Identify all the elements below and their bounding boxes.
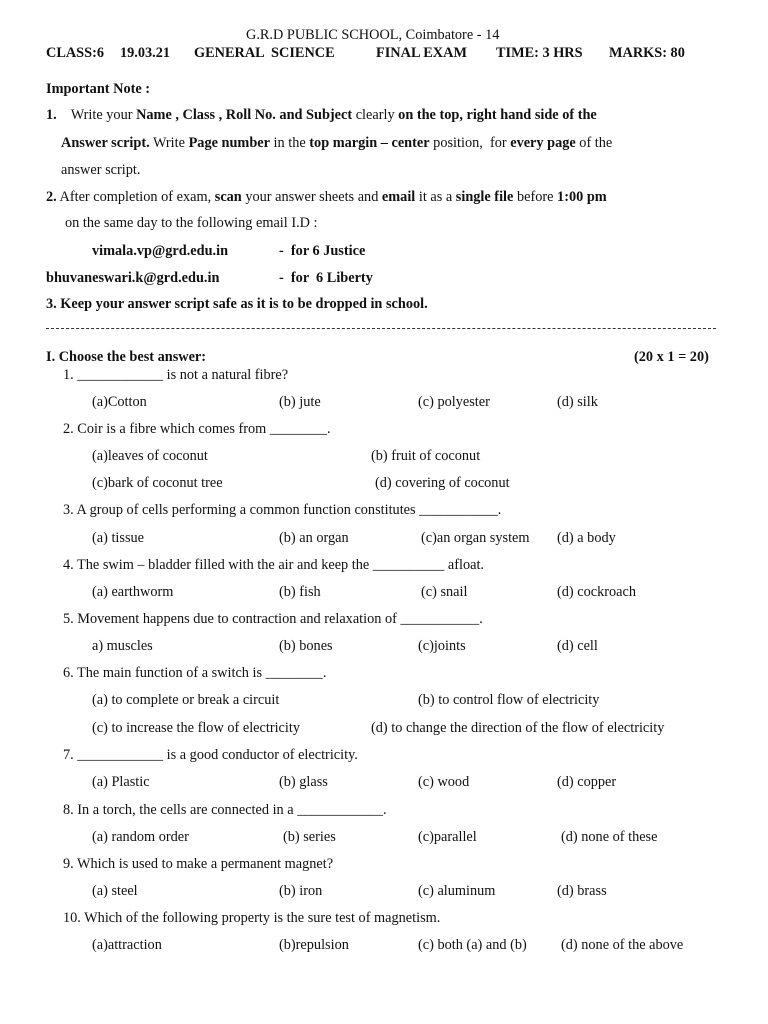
option: (b) bones	[279, 638, 333, 654]
option: (a) to complete or break a circuit	[92, 692, 280, 708]
class-label: CLASS:6	[46, 45, 104, 61]
email-justice: vimala.vp@grd.edu.in	[92, 243, 229, 259]
option: (c) to increase the flow of electricity	[92, 720, 300, 736]
option: (b) to control flow of electricity	[418, 692, 600, 708]
question-9: 9. Which is used to make a permanent magnet?	[63, 856, 334, 872]
option: (a) earthworm	[92, 584, 174, 600]
option: (b) an organ	[279, 530, 349, 546]
option: (a)Cotton	[92, 394, 147, 410]
question-10: 10. Which of the following property is the sure test of magnetism.	[63, 910, 441, 926]
option: (b) glass	[279, 774, 328, 790]
question-6: 6. The main function of a switch is ________.	[63, 665, 327, 681]
option: (a) tissue	[92, 530, 145, 546]
school-title: G.R.D PUBLIC SCHOOL, Coimbatore - 14	[246, 27, 500, 43]
option: (b) iron	[279, 883, 323, 899]
exam-marks: MARKS: 80	[609, 45, 685, 61]
question-8: 8. In a torch, the cells are connected in a ____________.	[63, 802, 387, 818]
note-1-line-1: 1. Write your Name , Class , Roll No. and Subject clearly on the top, right hand side of the	[46, 107, 597, 123]
question-7: 7. ____________ is a good conductor of electricity.	[63, 747, 358, 763]
section-marks: (20 x 1 = 20)	[634, 349, 709, 365]
note-1-line-2: Answer script. Write Page number in the top margin – center position, for every page of the	[61, 135, 613, 151]
option: (c) both (a) and (b)	[418, 937, 527, 953]
note-heading: Important Note :	[46, 81, 151, 97]
option: (b) series	[283, 829, 336, 845]
option: (d) none of the above	[561, 937, 684, 953]
exam-time: TIME: 3 HRS	[496, 45, 583, 61]
email-liberty: bhuvaneswari.k@grd.edu.in	[46, 270, 220, 286]
question-1: 1. ____________ is not a natural fibre?	[63, 367, 289, 383]
option: (a) steel	[92, 883, 138, 899]
option: (c)joints	[418, 638, 466, 654]
option: (d) to change the direction of the flow of electricity	[371, 720, 665, 736]
option: (c)an organ system	[421, 530, 530, 546]
email-justice-for: - for 6 Justice	[279, 243, 366, 259]
option: (d) brass	[557, 883, 607, 899]
option: (a)attraction	[92, 937, 162, 953]
question-3: 3. A group of cells performing a common function constitutes ___________.	[63, 502, 502, 518]
option: (c) snail	[421, 584, 468, 600]
exam-date: 19.03.21	[120, 45, 171, 61]
note-1-line-3: answer script.	[61, 162, 141, 178]
question-2: 2. Coir is a fibre which comes from ________.	[63, 421, 331, 437]
option: (d) a body	[557, 530, 616, 546]
divider	[46, 328, 716, 329]
option: (d) covering of coconut	[375, 475, 510, 491]
option: (c) polyester	[418, 394, 490, 410]
option: (b)repulsion	[279, 937, 349, 953]
email-liberty-for: - for 6 Liberty	[279, 270, 373, 286]
section-title: I. Choose the best answer:	[46, 349, 207, 365]
note-2-line-1: 2. After completion of exam, scan your answer sheets and email it as a single file before 1:00 pm	[46, 189, 607, 205]
option: (b) fish	[279, 584, 321, 600]
option: (a) random order	[92, 829, 189, 845]
exam-name: FINAL EXAM	[376, 45, 467, 61]
option: (c)bark of coconut tree	[92, 475, 223, 491]
note-3: 3. Keep your answer script safe as it is to be dropped in school.	[46, 296, 428, 312]
option: (c) aluminum	[418, 883, 496, 899]
option: a) muscles	[92, 638, 153, 654]
option: (b) fruit of coconut	[371, 448, 481, 464]
option: (d) cell	[557, 638, 598, 654]
option: (c) wood	[418, 774, 470, 790]
option: (a)leaves of coconut	[92, 448, 208, 464]
subject-label: GENERAL SCIENCE	[194, 45, 335, 61]
option: (c)parallel	[418, 829, 477, 845]
option: (d) silk	[557, 394, 598, 410]
option: (a) Plastic	[92, 774, 150, 790]
question-5: 5. Movement happens due to contraction and relaxation of ___________.	[63, 611, 483, 627]
option: (b) jute	[279, 394, 321, 410]
option: (d) none of these	[561, 829, 658, 845]
note-2-line-2: on the same day to the following email I.D :	[65, 215, 318, 231]
question-4: 4. The swim – bladder filled with the air and keep the __________ afloat.	[63, 557, 484, 573]
option: (d) copper	[557, 774, 617, 790]
option: (d) cockroach	[557, 584, 636, 600]
